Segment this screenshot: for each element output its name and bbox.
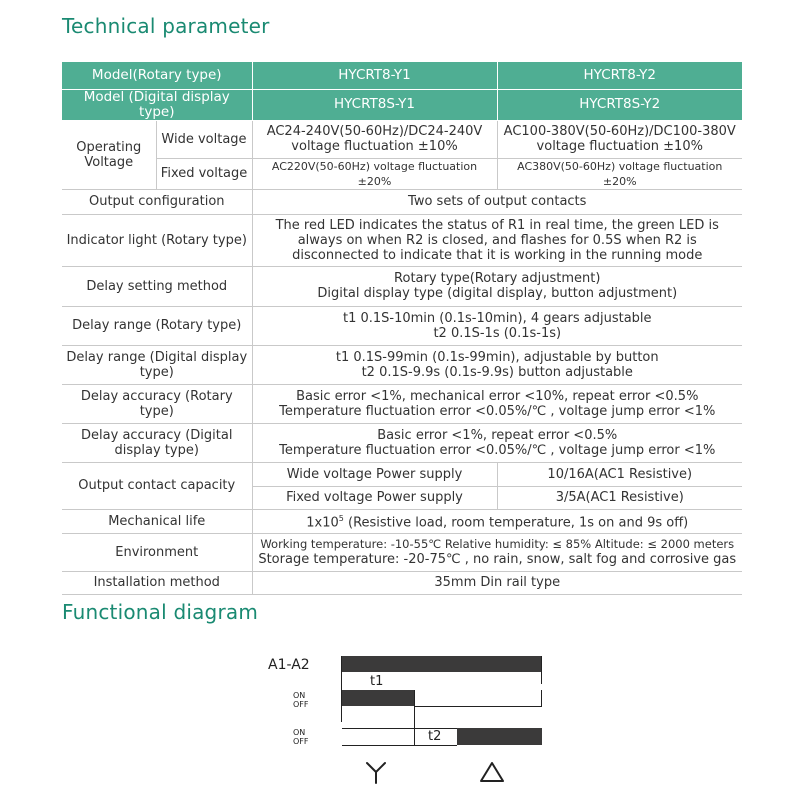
model-rotary-row (62, 62, 742, 89)
wide-supply-value: 10/16A(AC1 Resistive) (497, 462, 742, 486)
wide-voltage-y1: AC24-240V(50-60Hz)/DC24-240V voltage fluctuation ±10% (252, 120, 497, 158)
delay-range-rotary-row (62, 306, 742, 345)
indicator-value: The red LED indicates the status of R1 in real time, the green LED is always on when R2 is closed, and flashes for 0.5S when R2 is disconnected to indicate that it is working in the running mode (252, 214, 742, 266)
output-config-label: Output configuration (62, 189, 252, 214)
environment-value (252, 533, 742, 571)
delay-acc-rotary-line1: Basic error <1%, mechanical error <10%, repeat error <0.5% (296, 388, 699, 404)
model-digital-y1: HYCRT8S-Y1 (252, 89, 497, 120)
wide-voltage-y2: AC100-380V(50-60Hz)/DC100-380V voltage fluctuation ±10% (497, 120, 742, 158)
mech-life-rest: (Resistive load, room temperature, 1s on and 9s off) (343, 515, 689, 531)
r1-end-line (541, 690, 542, 707)
output-capacity-label: Output contact capacity (62, 462, 252, 509)
fixed-supply-label: Fixed voltage Power supply (252, 486, 497, 509)
model-digital-label: Model (Digital display type) (62, 89, 252, 120)
delay-range-digital-line1: t1 0.1S-99min (0.1s-99min), adjustable by button (335, 349, 659, 365)
delay-range-digital-value (252, 345, 742, 384)
r2-off: OFF (293, 737, 309, 746)
delay-setting-label: Delay setting method (62, 266, 252, 306)
operating-voltage-label: Operating Voltage (62, 120, 156, 189)
r1-signal-bar (342, 690, 414, 706)
r1-off-line (414, 706, 542, 707)
output-config-value: Two sets of output contacts (252, 189, 742, 214)
a1a2-end-line (541, 656, 542, 684)
wide-supply-label: Wide voltage Power supply (252, 462, 497, 486)
mech-life-label: Mechanical life (62, 509, 252, 533)
model-rotary-y1: HYCRT8-Y1 (252, 62, 497, 89)
model-digital-row (62, 89, 742, 120)
install-row (62, 571, 742, 594)
t2-start-line (414, 690, 415, 746)
delay-acc-digital-line1: Basic error <1%, repeat error <0.5% (377, 427, 618, 443)
t1-label: t1 (370, 674, 384, 689)
delay-setting-value (252, 266, 742, 306)
delay-range-rotary-line2: t2 0.1S-1s (0.1s-1s) (433, 325, 562, 341)
indicator-label: Indicator light (Rotary type) (62, 214, 252, 266)
wide-supply-row (62, 462, 742, 486)
fixed-voltage-y2: AC380V(50-60Hz) voltage fluctuation ±20% (497, 158, 742, 189)
delta-symbol-icon (479, 760, 505, 784)
delay-acc-digital-label: Delay accuracy (Digital display type) (62, 423, 252, 462)
parameter-table (62, 62, 742, 595)
delay-setting-line1: Rotary type(Rotary adjustment) (394, 271, 601, 286)
delay-setting-line2: Digital display type (digital display, button adjustment) (317, 286, 678, 301)
model-digital-y2: HYCRT8S-Y2 (497, 89, 742, 120)
r1-on-off (293, 691, 309, 709)
t2-label: t2 (428, 729, 442, 744)
environment-row (62, 533, 742, 571)
delay-acc-rotary-value (252, 384, 742, 423)
fixed-voltage-row (62, 158, 742, 189)
delay-acc-digital-value (252, 423, 742, 462)
r2-signal-bar (457, 728, 542, 745)
delay-acc-rotary-row (62, 384, 742, 423)
mech-life-exp: 5 (338, 514, 344, 524)
model-rotary-y2: HYCRT8-Y2 (497, 62, 742, 89)
wide-voltage-row (62, 120, 742, 158)
a1a2-signal-bar (342, 656, 542, 672)
fixed-voltage-label: Fixed voltage (156, 158, 252, 189)
delay-acc-digital-row (62, 423, 742, 462)
power-on-symbol-icon (364, 760, 388, 784)
delay-setting-row (62, 266, 742, 306)
technical-parameter-title: Technical parameter (62, 14, 270, 38)
functional-diagram-title: Functional diagram (62, 600, 259, 624)
environment-line2: Storage temperature: -20-75℃ , no rain, snow, salt fog and corrosive gas (258, 552, 737, 567)
delay-range-rotary-line1: t1 0.1S-10min (0.1s-10min), 4 gears adjustable (342, 310, 652, 326)
delay-range-digital-label: Delay range (Digital display type) (62, 345, 252, 384)
model-rotary-label: Model(Rotary type) (62, 62, 252, 89)
delay-acc-rotary-label: Delay accuracy (Rotary type) (62, 384, 252, 423)
delay-range-digital-line2: t2 0.1S-9.9s (0.1s-9.9s) button adjustable (361, 364, 633, 380)
mech-life-value (252, 509, 742, 533)
delay-range-digital-row (62, 345, 742, 384)
r1-on: ON (293, 691, 306, 700)
mech-life-row (62, 509, 742, 533)
output-config-row (62, 189, 742, 214)
fixed-voltage-y1: AC220V(50-60Hz) voltage fluctuation ±20% (252, 158, 497, 189)
r2-on-off (293, 728, 309, 746)
delay-range-rotary-label: Delay range (Rotary type) (62, 306, 252, 345)
r1-off: OFF (293, 700, 309, 709)
r2-off-line (342, 745, 457, 746)
install-value: 35mm Din rail type (252, 571, 742, 594)
delay-acc-rotary-line2: Temperature fluctuation error <0.05%/℃ , voltage jump error <1% (279, 403, 716, 419)
environment-label: Environment (62, 533, 252, 571)
environment-line1: Working temperature: -10-55℃ Relative humidity: ≤ 85% Altitude: ≤ 2000 meters (260, 537, 735, 551)
mech-life-base: 1x10 (306, 515, 339, 531)
fixed-supply-value: 3/5A(AC1 Resistive) (497, 486, 742, 509)
indicator-row (62, 214, 742, 266)
delay-acc-digital-line2: Temperature fluctuation error <0.05%/℃ , voltage jump error <1% (279, 442, 716, 458)
r2-on: ON (293, 728, 306, 737)
a1a2-label: A1-A2 (268, 657, 310, 673)
install-label: Installation method (62, 571, 252, 594)
wide-voltage-label: Wide voltage (156, 120, 252, 158)
delay-range-rotary-value (252, 306, 742, 345)
